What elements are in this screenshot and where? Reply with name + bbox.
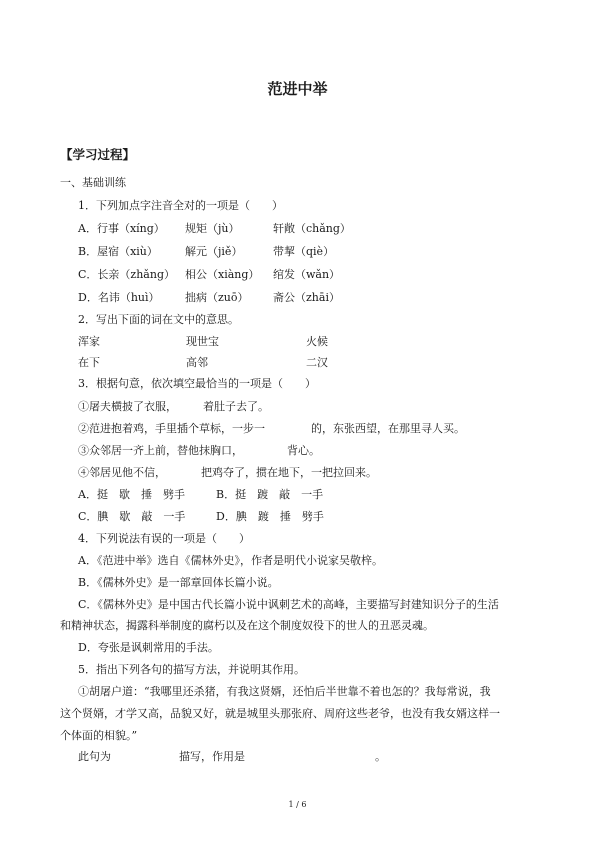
q1-a-2: 规矩（jù） [185,222,240,235]
q3-s4-a: ④邻居见他不信， [78,466,166,479]
q3-option-b: B．挺 踱 敲 一手 [216,488,324,501]
q4-stem: 4．下列说法有误的一项是（ ） [78,532,250,545]
q3-s2-b: 的，东张西望，在那里寻人买。 [311,422,465,435]
q5-quote-line3: 个体面的相貌。” [60,729,138,742]
q2-word: 浑家 [78,335,100,348]
q3-s3-a: ③众邻居一齐上前，替他抹胸口， [78,444,243,457]
q1-d-1: D．名讳（huì） [78,291,160,304]
q4-option-b: B．《儒林外史》是一部章回体长篇小说。 [78,576,279,589]
q2-stem: 2．写出下面的词在文中的意思。 [78,313,239,326]
q3-sentence-3 [78,444,320,458]
q1-b-2: 解元（jiě） [185,245,243,258]
q1-c-3: 绾发（wǎn） [273,268,341,281]
q2-word: 火候 [306,335,328,348]
part-heading: 一、基础训练 [60,176,126,189]
q1-c-2: 相公（xiàng） [185,268,260,281]
q1-a-3: 轩敞（chǎng） [273,222,351,235]
q1-a-1: A．行事（xíng） [78,222,165,235]
q2-word: 现世宝 [186,335,219,348]
q1-stem: 1．下列加点字注音全对的一项是（ ） [78,199,283,212]
q3-sentence-1 [78,400,269,414]
q3-s4-b: 把鸡夺了，掼在地下，一把拉回来。 [201,466,377,479]
q1-b-1: B．屋宿（xiù） [78,245,158,258]
q5-answer-end: 。 [375,750,386,763]
q3-sentence-4 [78,466,377,480]
q1-d-2: 拙病（zuō） [185,291,249,304]
q3-option-d: D．腆 踱 捶 劈手 [216,510,324,523]
q2-word: 在下 [78,356,100,369]
q4-option-c-line1: C．《儒林外史》是中国古代长篇小说中讽刺艺术的高峰，主要描写封建知识分子的生活 [78,598,499,611]
q3-s1-a: ①屠夫横披了衣服， [78,400,177,413]
q5-quote-line1: ①胡屠户道：“我哪里还杀猪，有我这贤婿，还怕后半世靠不着也怎的？我每常说，我 [78,685,491,698]
q3-stem: 3．根据句意，依次填空最恰当的一项是（ ） [78,377,316,390]
section-heading: 【学习过程】 [60,147,136,162]
q5-answer-prefix: 此句为 [78,750,111,763]
q2-word: 二汉 [306,356,328,369]
q5-quote-line2: 这个贤婿，才学又高，品貌又好，就是城里头那张府、周府这些老爷，也没有我女婿这样一 [60,707,500,720]
page-title: 范进中举 [267,80,328,98]
q4-option-d: D．夸张是讽刺常用的手法。 [78,641,219,654]
q1-b-3: 带挈（qiè） [273,245,335,258]
q5-answer-middle: 描写，作用是 [179,750,245,763]
q4-option-a: A．《范进中举》选自《儒林外史》，作者是明代小说家吴敬梓。 [78,554,383,567]
q3-option-c: C．腆 歇 敲 一手 [78,510,186,523]
q1-d-3: 斋公（zhāi） [273,291,340,304]
q3-s2-a: ②范进抱着鸡，手里插个草标，一步一 [78,422,265,435]
q1-c-1: C．长亲（zhǎng） [78,268,175,281]
q4-option-c-line2: 和精神状态，揭露科举制度的腐朽以及在这个制度奴役下的世人的丑恶灵魂。 [60,619,434,632]
q2-word: 高邻 [186,356,208,369]
q3-s3-b: 背心。 [287,444,320,457]
q3-s1-b: 着肚子去了。 [203,400,269,413]
q5-stem: 5．指出下列各句的描写方法，并说明其作用。 [78,663,305,676]
q3-option-a: A．挺 歇 捶 劈手 [78,488,185,501]
q5-answer-line [78,750,386,764]
q3-sentence-2 [78,422,465,436]
page-number: 1 / 6 [288,800,307,809]
